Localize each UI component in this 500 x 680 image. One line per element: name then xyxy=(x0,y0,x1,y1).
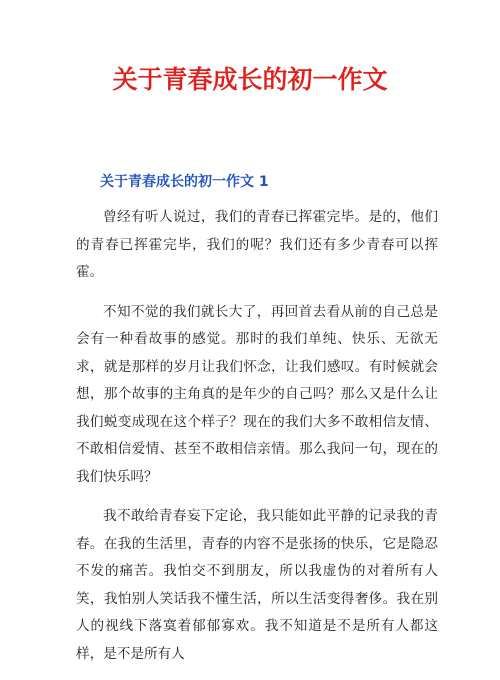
section-heading: 关于青春成长的初一作文 1 xyxy=(100,174,269,190)
paragraph-2: 不知不觉的我们就长大了，再回首去看从前的自己总是会有一种看故事的感觉。那时的我们单纯、快乐、无欲无求，就是那样的岁月让我们怀念，让我们感叹。有时候就会想，那个故事的主角真的是年少的自己吗？那么又是什么让我们蜕变成现在这个样子？现在的我们大多不敢相信友情、不敢相信爱情、甚至不敢相信亲情。那么我问一句，现在的我们快乐吗？ xyxy=(76,303,438,485)
paragraph-3: 我不敢给青春妄下定论，我只能如此平静的记录我的青春。在我的生活里，青春的内容不是张扬的快乐，它是隐忍不发的痛苦。我怕交不到朋友，所以我虚伪的对着所有人笑，我怕别人笑话我不懂生活，所以生活变得奢侈。我在别人的视线下落寞着郁郁寡欢。我不知道是不是所有人都这样，是不是所有人 xyxy=(76,508,438,662)
paragraph-1: 曾经有听人说过，我们的青春已挥霍完毕。是的，他们的青春已挥霍完毕，我们的呢？我们还有多少青春可以挥霍。 xyxy=(76,209,438,280)
document-title: 关于青春成长的初一作文 xyxy=(112,65,388,94)
essay-body xyxy=(76,204,438,680)
